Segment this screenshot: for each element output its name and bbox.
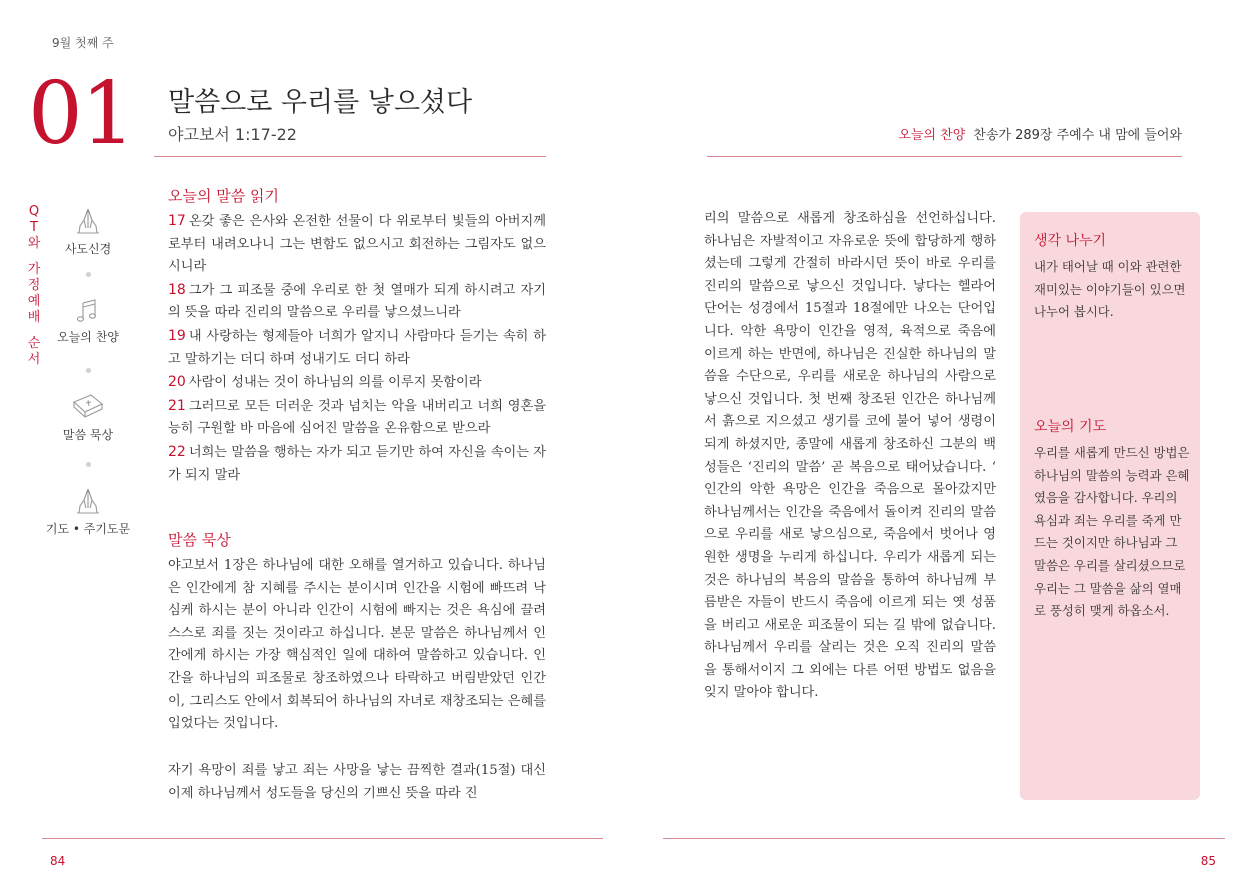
hymn-text: 찬송가 289장 주예수 내 맘에 들어와	[973, 128, 1182, 143]
prayer-title: 오늘의 기도	[1034, 419, 1107, 435]
verse-list	[168, 210, 546, 487]
bible-icon	[71, 392, 105, 422]
week-label: 9월 첫째 주	[52, 36, 114, 50]
share-box	[1020, 212, 1200, 800]
meditation-continuation: 리의 말씀으로 새롭게 창조하심을 선언하십니다. 하나님은 자발적이고 자유로운 뜻에 합당하게 행하셨는데 그렇게 간절히 바라시던 뜻이 바로 우리를 진리의 말씀으로 낳으신 것입니다. 낳다는 헬라어 단어는 성경에서 15절과 18절에만 나오는 단어입니다. 악한 욕망이 인간을 영적, 육적으로 죽음에 이르게 하는 반면에, 하나님은 진실한 하나님의 말씀을 수단으로, 우리를 새로운 하나님의 사람으로 낳으신 것입니다. 첫 번째 창조된 인간은 하나님께서 흙으로 지으셨고 생기를 코에 불어 넣어 생령이 되게 하셨지만, 종말에 새롭게 창조하신 그분의 백성들은 ‘진리의 말씀’ 곧 복음으로 태어났습니다. ‘ 인간의 악한 욕망은 인간을 죽음으로 몰아갔지만 하나님께서는 인간을 죽음에서 돌이켜 진리의 말씀으로 우리를 새로 낳으심으로, 죽음에서 벗어나 영원한 생명을 누리게 하십니다. 우리가 새롭게 되는 것은 하나님의 복음의 말씀을 통하여 하나님께 부름받은 자들이 반드시 죽음에 이르게 되는 옛 성품을 버리고 새로운 피조물이 되는 길 밖에 없습니다. 하나님께서 우리를 살리는 것은 오직 진리의 말씀을 통해서이지 그 외에는 다른 어떤 방법도 없음을 잊지 말아야 합니다.	[704, 211, 996, 701]
verse-number: 20	[168, 374, 186, 391]
verse-number: 22	[168, 443, 186, 460]
verse	[168, 371, 546, 395]
verse-number: 19	[168, 327, 186, 344]
verse	[168, 441, 546, 487]
hymn-label: 오늘의 찬양	[898, 128, 966, 143]
meditation-paragraph-2: 자기 욕망이 죄를 낳고 죄는 사망을 낳는 끔찍한 결과(15절) 대신 이제 하나님께서 성도들을 당신의 기쁘신 뜻을 따라 진	[168, 763, 546, 801]
step-apostles-creed	[40, 206, 136, 257]
vertical-char: 서	[27, 352, 41, 367]
day-number: 01	[28, 64, 134, 164]
vertical-char: 가	[27, 262, 41, 277]
step-label: 기도 • 주기도문	[45, 522, 131, 536]
step-meditation	[40, 392, 136, 443]
verse-number: 21	[168, 397, 186, 414]
step-label: 말씀 묵상	[62, 428, 114, 442]
verse-text: 그러므로 모든 더러운 것과 넘치는 악을 내버리고 너희 영혼을 능히 구원할 바 마음에 심어진 말씀을 온유함으로 받으라	[168, 398, 546, 437]
vertical-char: 예	[27, 294, 41, 309]
reading-title: 오늘의 말씀 읽기	[168, 187, 279, 205]
verse	[168, 279, 546, 325]
page-number-left: 84	[50, 854, 66, 868]
verse	[168, 210, 546, 279]
verse-text: 너희는 말씀을 행하는 자가 되고 듣기만 하여 자신을 속이는 자가 되지 말라	[168, 444, 546, 483]
vertical-gap	[27, 326, 41, 336]
share-title: 생각 나누기	[1034, 233, 1107, 249]
vertical-char: T	[30, 220, 38, 235]
step-label: 오늘의 찬양	[57, 330, 119, 344]
verse	[168, 325, 546, 371]
step-prayer	[40, 486, 136, 537]
meditation-title: 말씀 묵상	[168, 531, 231, 549]
share-text: 내가 태어날 때 이와 관련한 재미있는 이야기들이 있으면 나누어 봅시다.	[1034, 259, 1186, 320]
verse-text: 그가 그 피조물 중에 우리로 한 첫 열매가 되게 하시려고 자기의 뜻을 따라 진리의 말씀으로 우리를 낳으셨느니라	[168, 282, 546, 321]
step-separator-dot	[86, 272, 91, 277]
step-separator-dot	[86, 462, 91, 467]
verse-number: 18	[168, 281, 186, 298]
verse	[168, 395, 546, 441]
vertical-section-label	[27, 204, 41, 368]
verse-text: 온갖 좋은 은사와 온전한 선물이 다 위로부터 빛들의 아버지께로부터 내려오나니 그는 변함도 없으시고 회전하는 그림자도 없으시니라	[168, 214, 546, 275]
verse-text: 사람이 성내는 것이 하나님의 의를 이루지 못함이라	[188, 375, 482, 391]
footer-rule-right	[663, 838, 1225, 839]
page-title: 말씀으로 우리를 낳으셨다	[168, 87, 473, 118]
step-separator-dot	[86, 368, 91, 373]
vertical-gap	[27, 252, 41, 262]
vertical-char: 정	[27, 278, 41, 293]
music-note-icon	[73, 298, 103, 324]
step-label: 사도신경	[64, 242, 112, 256]
prayer-text: 우리를 새롭게 만드신 방법은 하나님의 말씀의 능력과 은혜였음을 감사합니다. 우리의 욕심과 죄는 우리를 죽게 만드는 것이지만 하나님과 그 말씀은 우리를 살리셨으므로 우리는 그 말씀을 삶의 열매로 풍성히 맺게 하옵소서.	[1034, 445, 1190, 619]
header-rule-right	[707, 156, 1182, 157]
vertical-char: 배	[27, 310, 41, 325]
verse-text: 내 사랑하는 형제들아 너희가 알지니 사람마다 듣기는 속히 하고 말하기는 더디 하며 성내기도 더디 하라	[168, 328, 546, 367]
praying-hands-icon	[73, 486, 103, 516]
vertical-char: 와	[27, 236, 41, 251]
footer-rule-left	[42, 838, 603, 839]
verse-number: 17	[168, 213, 186, 229]
hymn-info	[898, 124, 1182, 143]
vertical-char: Q	[28, 204, 40, 219]
praying-hands-icon	[73, 206, 103, 236]
vertical-char: 순	[27, 336, 41, 351]
header-rule-left	[154, 156, 546, 157]
step-hymn	[40, 298, 136, 345]
meditation-paragraph-1: 야고보서 1장은 하나님에 대한 오해를 열거하고 있습니다. 하나님은 인간에게 참 지혜를 주시는 분이시며 인간을 시험에 빠뜨려 낙심케 하시는 분이 아니라 인간이 시험에 빠지는 것은 욕심에 끌려 스스로 죄를 짓는 것이라고 하십니다. 본문 말씀은 하나님께서 인간에게 하시는 가장 핵심적인 일에 대하여 말씀하고 있습니다. 인간을 하나님의 피조물로 창조하였으나 타락하고 버림받았던 인간이, 그리스도 안에서 회복되어 하나님의 자녀로 재창조되는 은혜를 입었다는 것입니다.	[168, 558, 546, 732]
scripture-reference: 야고보서 1:17-22	[168, 125, 297, 144]
page-number-right: 85	[1200, 854, 1216, 868]
